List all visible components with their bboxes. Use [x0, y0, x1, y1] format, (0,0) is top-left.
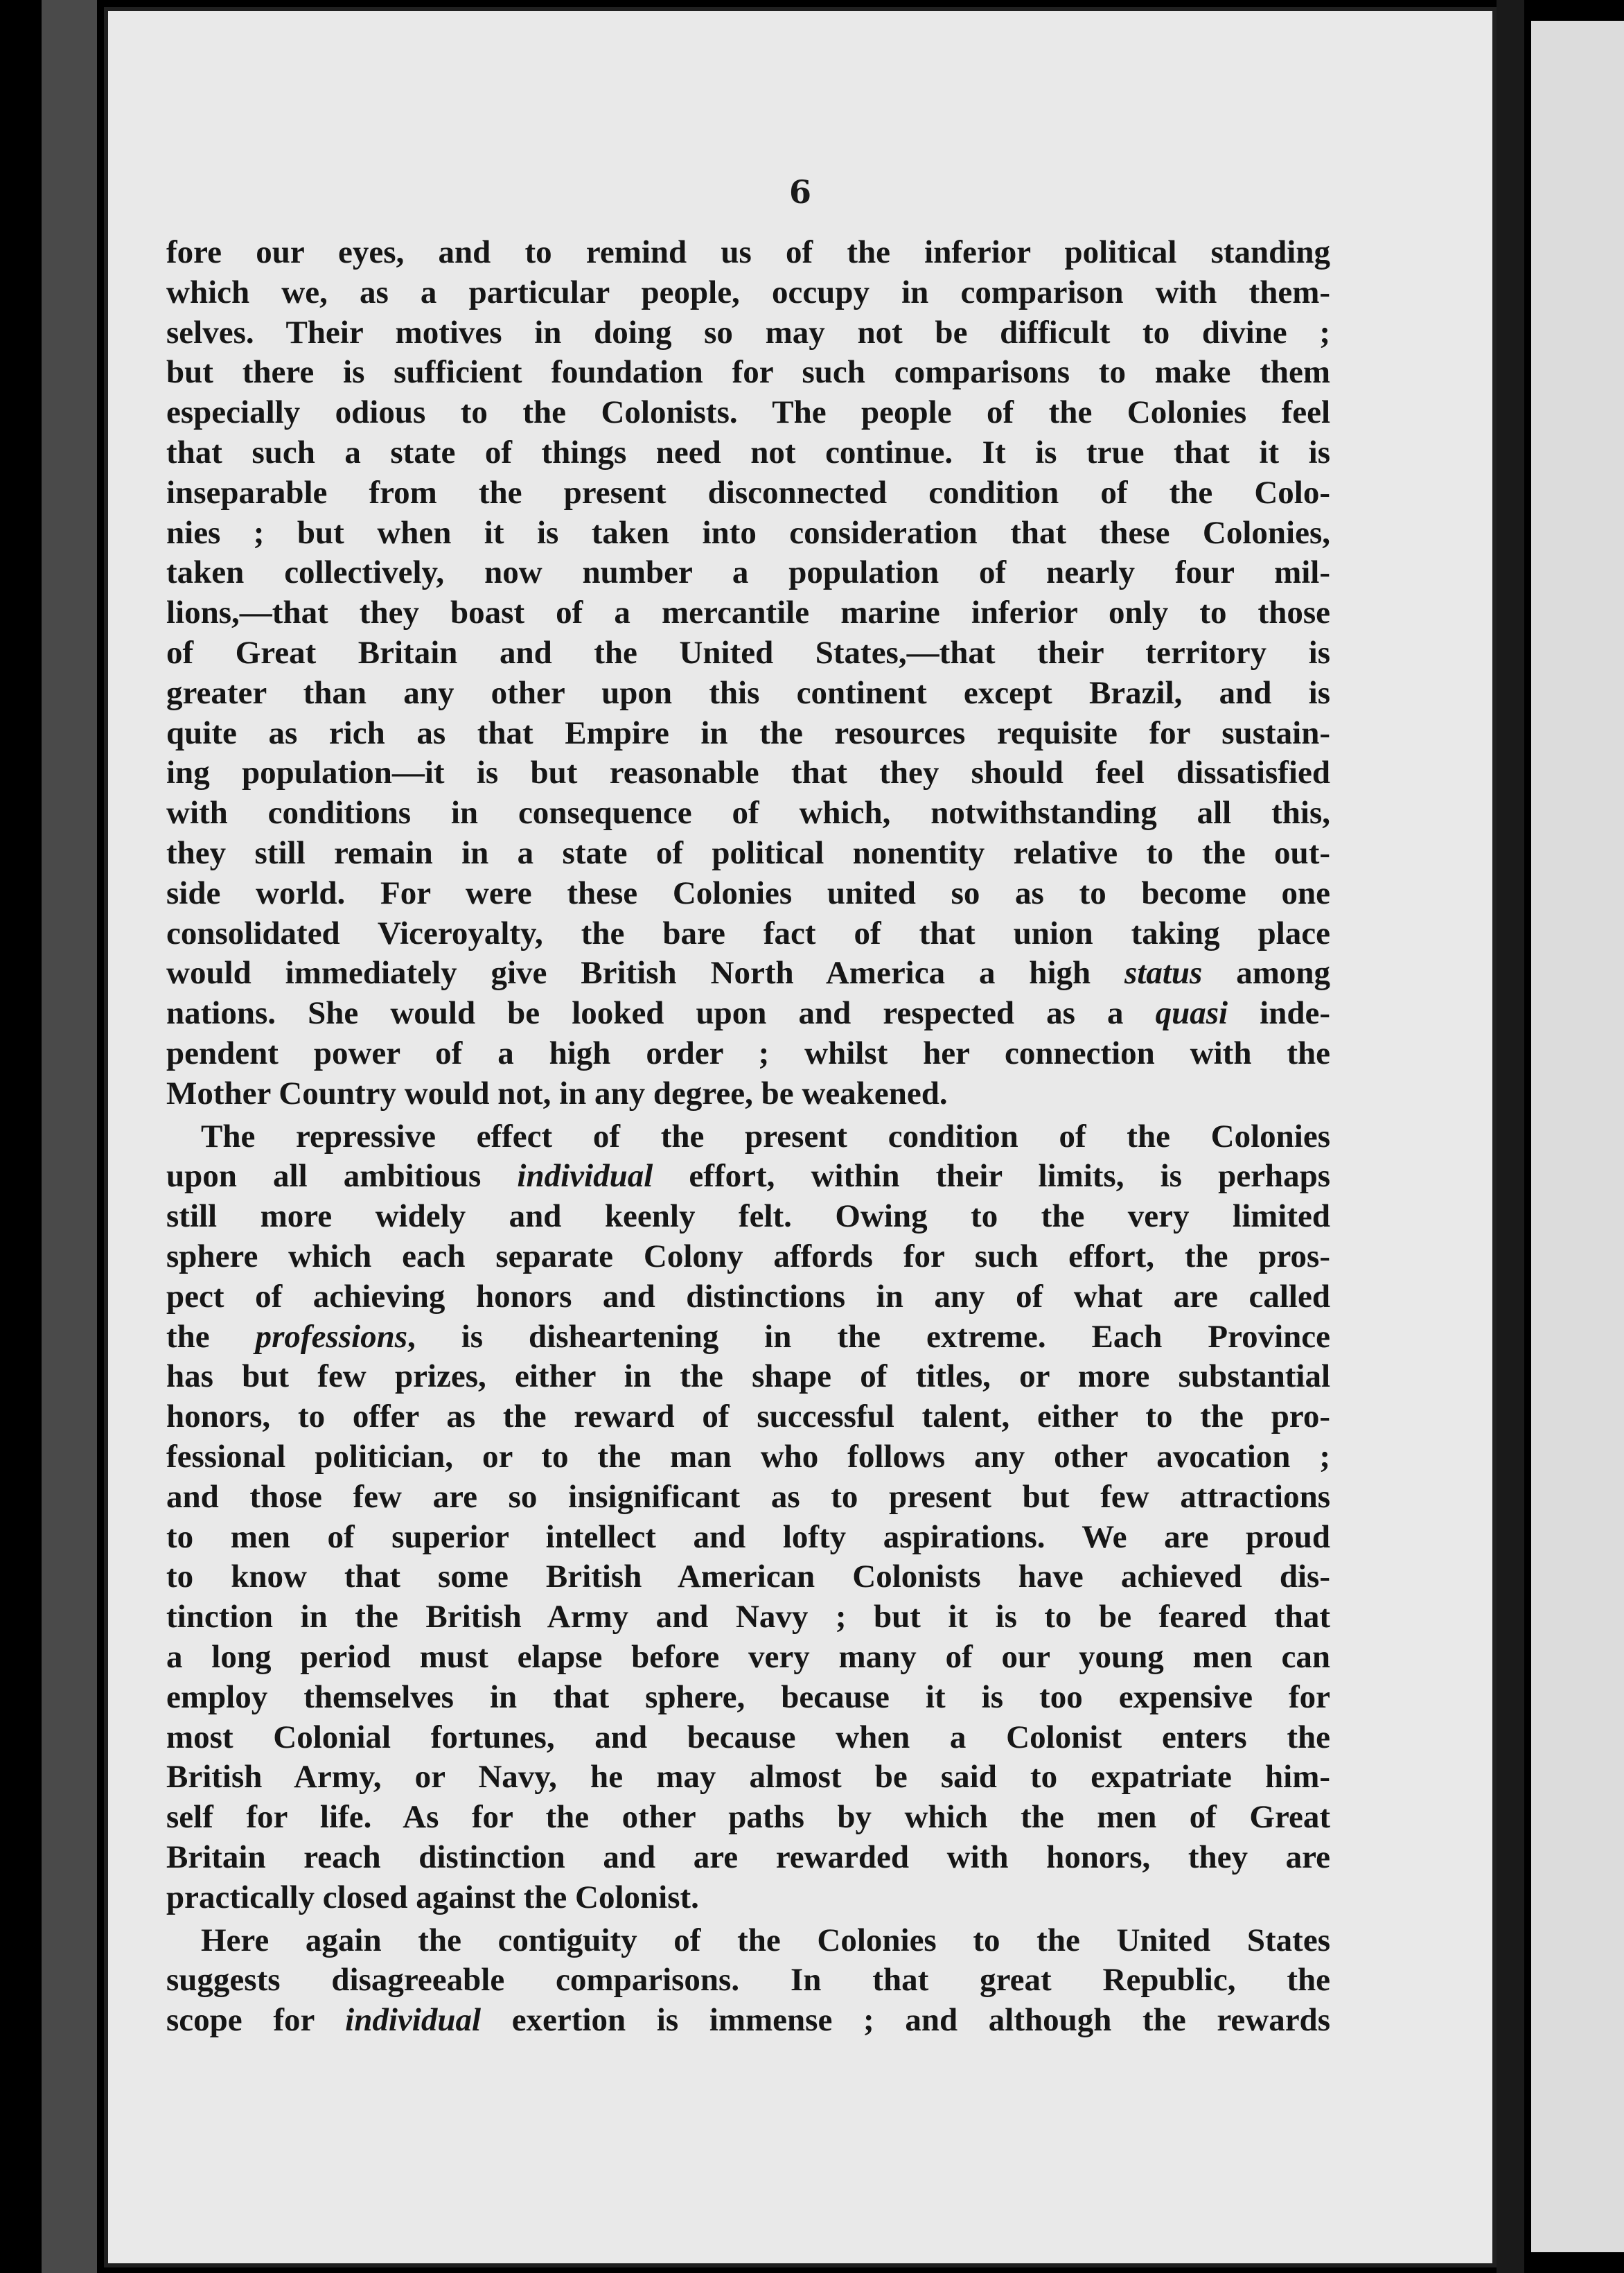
text-line: employ themselves in that sphere, because it is too expensive for: [166, 1678, 1330, 1715]
text-line: fore our eyes, and to remind us of the inferior political standing: [166, 234, 1330, 270]
text-line: sphere which each separate Colony affords for such effort, the pros-: [166, 1238, 1330, 1274]
text-line: Here again the contiguity of the Colonies to the United States: [201, 1922, 1330, 1958]
scan-page-gutter: [1497, 0, 1524, 2273]
text-line: ing population—it is but reasonable that they should feel dissatisfied: [166, 755, 1330, 791]
text-line: especially odious to the Colonists. The people of the Colonies feel: [166, 394, 1330, 431]
text-line: consolidated Viceroyalty, the bare fact of that union taking place: [166, 915, 1330, 951]
text-line: but there is sufficient foundation for such comparisons to make them: [166, 354, 1330, 391]
text-line: of Great Britain and the United States,—that their territory is: [166, 635, 1330, 671]
body-text: [166, 233, 1330, 2041]
text-line: which we, as a particular people, occupy in comparison with them-: [166, 274, 1330, 310]
text-line: pendent power of a high order ; whilst her connection with the: [166, 1035, 1330, 1071]
text-line: greater than any other upon this continent except Brazil, and is: [166, 674, 1330, 711]
text-line: that such a state of things need not continue. It is true that it is: [166, 435, 1330, 471]
scan-left-margin: [42, 0, 97, 2273]
text-line: nies ; but when it is taken into consideration that these Colonies,: [166, 514, 1330, 551]
text-line: to know that some British American Colonists have achieved dis-: [166, 1559, 1330, 1595]
text-line: a long period must elapse before very many of our young men can: [166, 1639, 1330, 1675]
text-line: honors, to offer as the reward of successful talent, either to the pro-: [166, 1398, 1330, 1435]
text-line: would immediately give British North America a high status among: [166, 955, 1330, 992]
text-line: pect of achieving honors and distinctions in any of what are called: [166, 1278, 1330, 1315]
text-line: the professions, is disheartening in the extreme. Each Province: [166, 1318, 1331, 1355]
text-line: upon all ambitious individual effort, within their limits, is perhaps: [166, 1158, 1330, 1195]
text-line: practically closed against the Colonist.: [166, 1879, 699, 1915]
text-line: still more widely and keenly felt. Owing to the very limited: [166, 1198, 1330, 1235]
text-line: to men of superior intellect and lofty aspirations. We are proud: [166, 1518, 1330, 1555]
text-line: self for life. As for the other paths by which the men of Great: [166, 1799, 1330, 1836]
text-line: quite as rich as that Empire in the resources requisite for sustain-: [166, 714, 1330, 751]
text-line: The repressive effect of the present condition of the Colonies: [201, 1118, 1330, 1155]
text-line: scope for individual exertion is immense ; and although the rewards: [166, 2002, 1330, 2039]
text-line: side world. For were these Colonies united so as to become one: [166, 875, 1330, 911]
text-line: fessional politician, or to the man who follows any other avocation ;: [166, 1439, 1330, 1475]
text-line: lions,—that they boast of a mercantile marine inferior only to those: [166, 595, 1330, 631]
text-line: most Colonial fortunes, and because when a Colonist enters the: [166, 1719, 1330, 1755]
page-number: 6: [788, 173, 811, 211]
text-line: nations. She would be looked upon and respected as a quasi inde-: [166, 995, 1330, 1032]
text-line: has but few prizes, either in the shape of titles, or more substantial: [166, 1358, 1330, 1395]
text-line: and those few are so insignificant as to present but few attractions: [166, 1478, 1330, 1515]
text-line: tinction in the British Army and Navy ; but it is to be feared that: [166, 1599, 1330, 1635]
text-line: they still remain in a state of political nonentity relative to the out-: [166, 835, 1330, 871]
text-line: with conditions in consequence of which, notwithstanding all this,: [166, 795, 1330, 832]
text-line: Britain reach distinction and are rewarded with honors, they are: [166, 1839, 1330, 1875]
adjacent-page-edge: [1531, 21, 1624, 2252]
text-line: British Army, or Navy, he may almost be said to expatriate him-: [166, 1759, 1330, 1796]
text-line: taken collectively, now number a population of nearly four mil-: [166, 554, 1330, 591]
text-line: Mother Country would not, in any degree, be weakened.: [166, 1075, 948, 1112]
text-line: inseparable from the present disconnected condition of the Colo-: [166, 474, 1330, 511]
text-line: suggests disagreeable comparisons. In that great Republic, the: [166, 1962, 1330, 1999]
text-line: selves. Their motives in doing so may not be difficult to divine ;: [166, 314, 1330, 351]
